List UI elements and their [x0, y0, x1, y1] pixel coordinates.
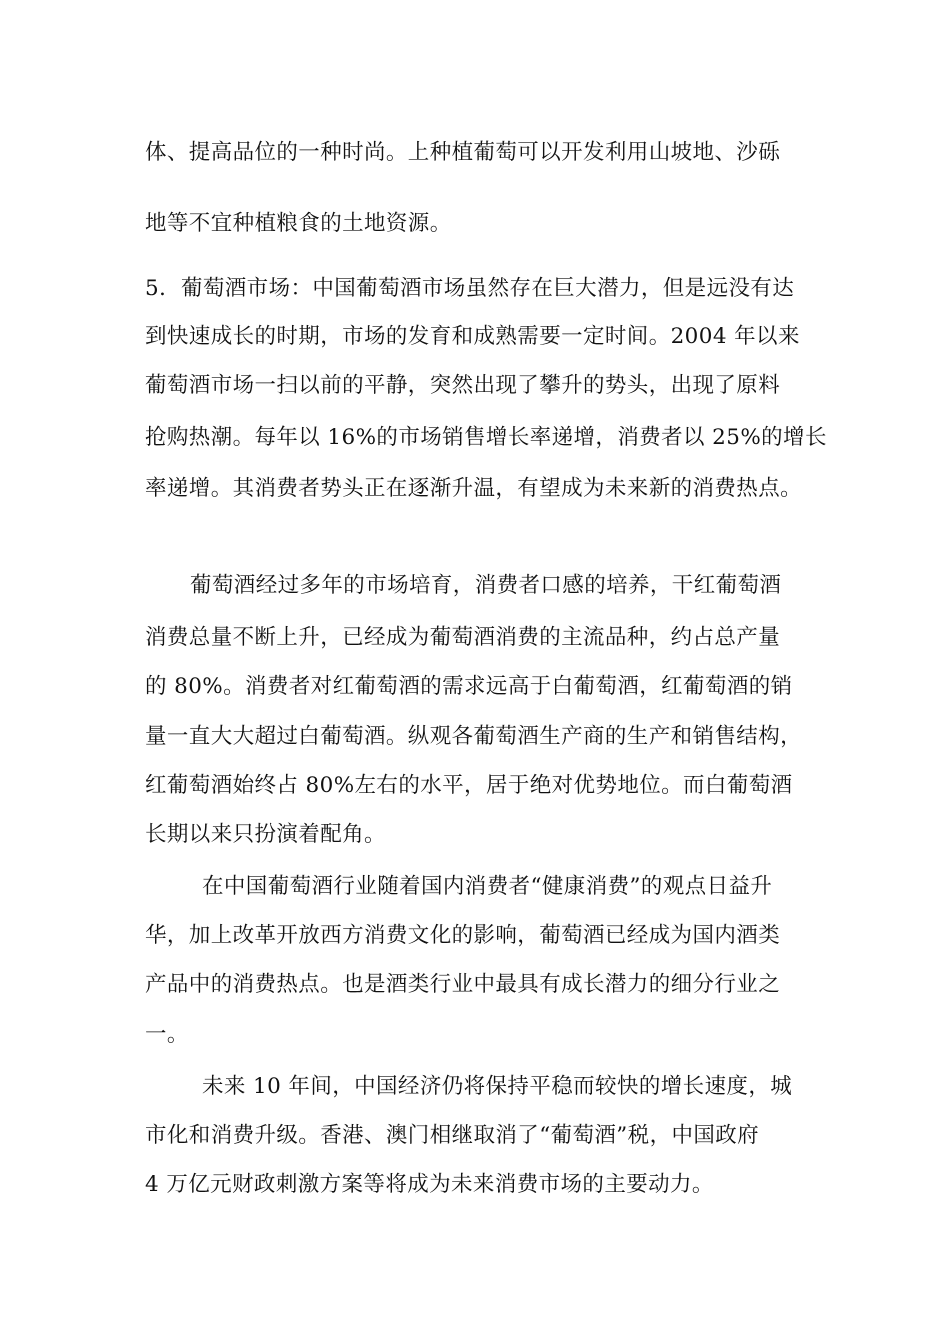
text-line: 长期以来只扮演着配角。 [145, 822, 386, 847]
text-line: 未来 10 年间，中国经济仍将保持平稳而较快的增长速度，城 [202, 1074, 793, 1099]
text-line: 产品中的消费热点。也是酒类行业中最具有成长潜力的细分行业之 [145, 972, 781, 997]
text-line: 消费总量不断上升，已经成为葡萄酒消费的主流品种，约占总产量 [145, 625, 781, 650]
text-line: 市化和消费升级。香港、澳门相继取消了“葡萄酒”税，中国政府 [145, 1123, 760, 1148]
text-line: 一。 [145, 1022, 189, 1047]
text-line: 4 万亿元财政刺激方案等将成为未来消费市场的主要动力。 [145, 1172, 714, 1197]
text-line: 率递增。其消费者势头正在逐渐升温，有望成为未来新的消费热点。 [145, 476, 803, 501]
text-line: 抢购热潮。每年以 16%的市场销售增长率递增，消费者以 25%的增长 [145, 425, 827, 450]
text-line: 地等不宜种植粮食的土地资源。 [145, 211, 452, 236]
text-line: 在中国葡萄酒行业随着国内消费者“健康消费”的观点日益升 [202, 874, 773, 899]
text-line: 量一直大大超过白葡萄酒。纵观各葡萄酒生产商的生产和销售结构， [145, 724, 803, 749]
text-line: 红葡萄酒始终占 80%左右的水平，居于绝对优势地位。而白葡萄酒 [145, 773, 793, 798]
text-line: 葡萄酒经过多年的市场培育，消费者口感的培养，干红葡萄酒 [190, 573, 782, 598]
text-line: 葡萄酒市场一扫以前的平静，突然出现了攀升的势头，出现了原料 [145, 373, 781, 398]
text-line: 的 80%。消费者对红葡萄酒的需求远高于白葡萄酒，红葡萄酒的销 [145, 674, 793, 699]
text-line: 体、提高品位的一种时尚。上种植葡萄可以开发利用山坡地、沙砾 [145, 140, 781, 165]
text-line: 5．葡萄酒市场：中国葡萄酒市场虽然存在巨大潜力，但是远没有达 [145, 276, 795, 301]
text-line: 华，加上改革开放西方消费文化的影响，葡萄酒已经成为国内酒类 [145, 923, 781, 948]
text-line: 到快速成长的时期，市场的发育和成熟需要一定时间。2004 年以来 [145, 324, 800, 349]
